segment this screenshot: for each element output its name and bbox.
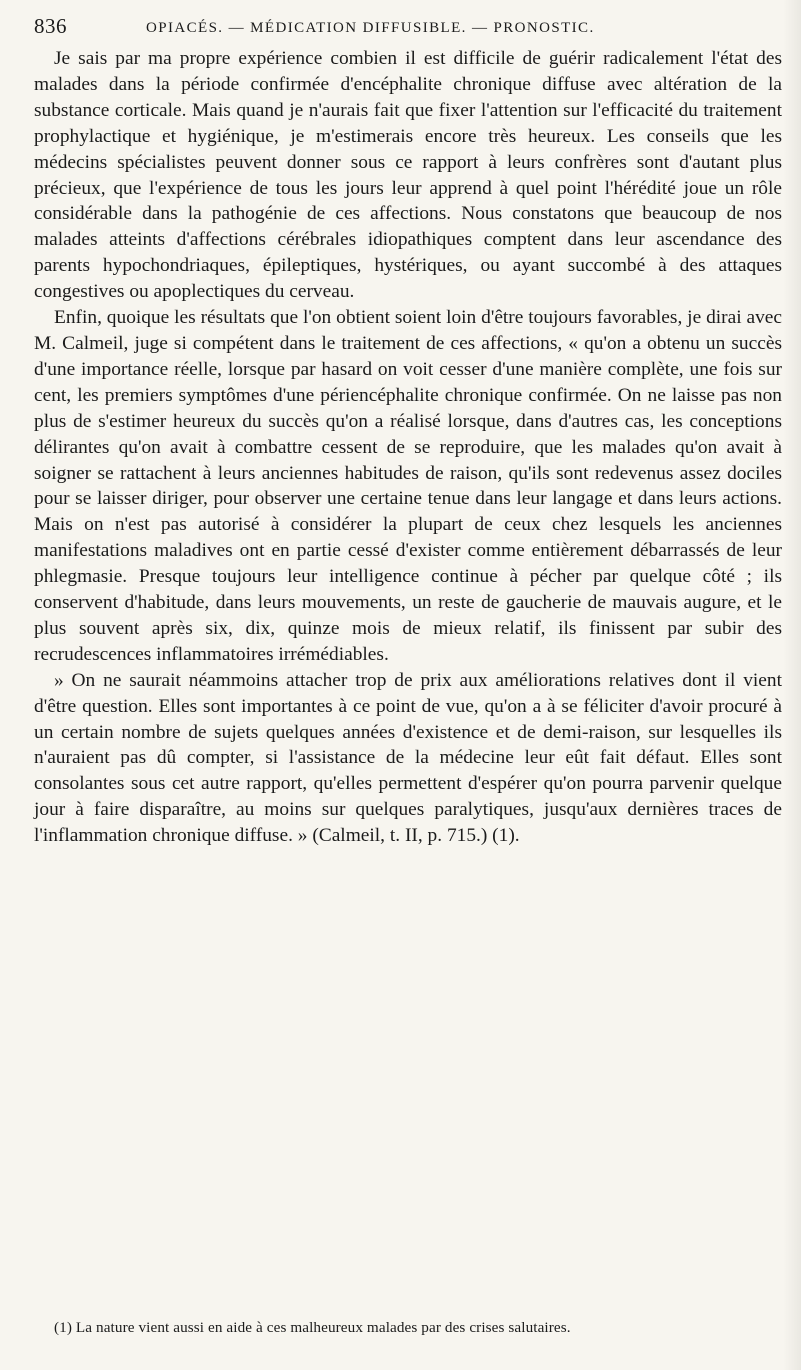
page-number: 836 xyxy=(34,14,67,38)
footnote: (1) La nature vient aussi en aide à ces malheureux malades par des crises salutaires. xyxy=(54,1319,571,1336)
paragraph-3: » On ne saurait néammoins attacher trop de prix aux améliorations relatives dont il vient d'être question. Elles sont importantes à ce point de vue, qu'on a à se féliciter d'avoir procuré à un certain nombre de sujets quelques années d'existence et de demi-raison, sur lesquelles ils n'auraient pas dû compter, si l'assistance de la médecine leur eût fait défaut. Elles sont consolantes sous cet autre rapport, qu'elles permettent d'espérer qu'on pourra parvenir quelque jour à faire disparaître, au moins sur quelques paralytiques, jusqu'aux dernières traces de l'inflammation chronique diffuse. » (Calmeil, t. II, p. 715.) (1). xyxy=(34,669,782,847)
page-edge-shadow xyxy=(783,0,801,1370)
page-header xyxy=(34,14,782,38)
running-head: OPIACÉS. — MÉDICATION DIFFUSIBLE. — PRONOSTIC. xyxy=(146,20,595,36)
paragraph-2: Enfin, quoique les résultats que l'on obtient soient loin d'être toujours favorables, je dirai avec M. Calmeil, juge si compétent dans le traitement de ces affections, « qu'on a obtenu un succès d'une importance réelle, lorsque par hasard on voit cesser d'une manière complète, une fois sur cent, les premiers symptômes d'une périencéphalite chronique confirmée. On ne laisse pas non plus de s'estimer heureux du succès qu'on a réalisé lorsque, dans d'autres cas, les conceptions délirantes qu'on avait à combattre cessent de se reproduire, que les malades qu'on avait à soigner se rattachent à leurs anciennes habitudes de raison, qu'ils sont redevenus assez dociles pour se laisser diriger, pour observer une certaine tenue dans leur langage et dans leurs actions. Mais on n'est pas autorisé à considérer la plupart de ceux chez lesquels les anciennes manifestations maladives ont en partie cessé d'exister comme entièrement débarrassés de leur phlegmasie. Presque toujours leur intelligence continue à pécher par quelque côté ; ils conservent d'habitude, dans leurs mouvements, un reste de gaucherie de mauvais augure, et le plus souvent après six, dix, quinze mois de mieux relatif, ils finissent par subir des recrudescences inflammatoires irrémédiables. xyxy=(34,307,782,665)
body-text xyxy=(34,46,782,849)
paragraph-1: Je sais par ma propre expérience combien il est difficile de guérir radicalement l'état des malades dans la période confirmée d'encéphalite chronique diffuse avec altération de la substance corticale. Mais quand je n'aurais fait que fixer l'attention sur l'efficacité du traitement prophylactique et hygiénique, je m'estimerais encore très heureux. Les conseils que les médecins spécialistes peuvent donner sous ce rapport à leurs confrères sont d'autant plus précieux, que l'expérience de tous les jours leur apprend à quel point l'hérédité joue un rôle considérable dans la pathogénie de ces affections. Nous constatons que beaucoup de nos malades atteints d'affections cérébrales idiopathiques comptent dans leur ascendance des parents hypochondriaques, épileptiques, hystériques, ou ayant succombé à des attaques congestives ou apoplectiques du cerveau. xyxy=(34,48,782,303)
